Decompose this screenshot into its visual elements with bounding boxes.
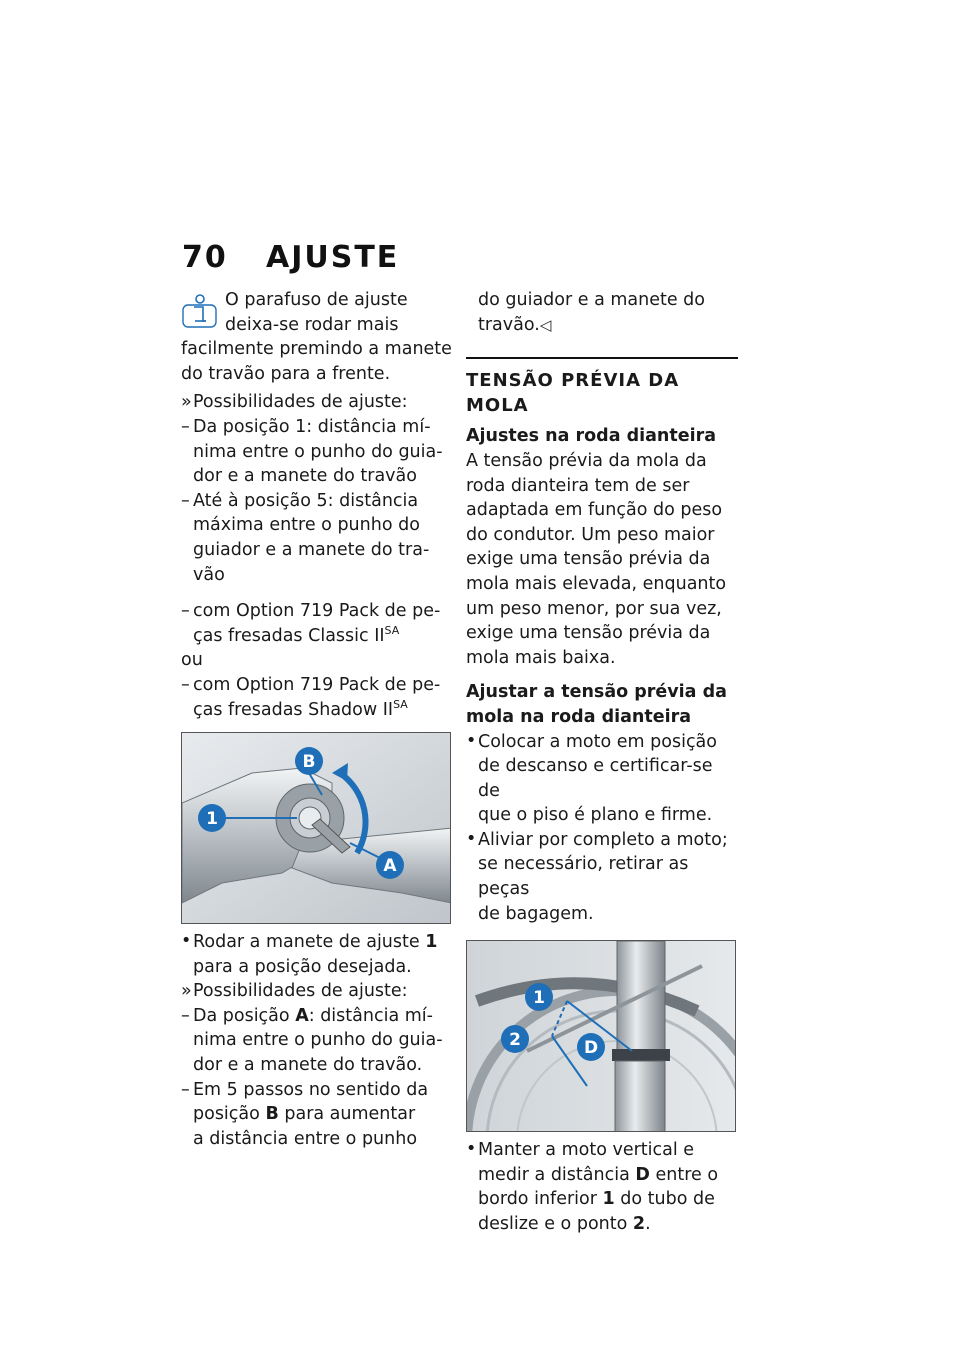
- left-column: [181, 288, 453, 1151]
- note-text-3: facilmente premindo a manete: [181, 339, 452, 360]
- step-item-cont: que o piso é plano e firme.: [478, 805, 713, 826]
- step-item: • Rodar a manete de ajuste 1: [181, 931, 438, 953]
- step-item-cont: de descanso e certificar-se de: [478, 756, 713, 801]
- section-title: TENSÃO PRÉVIA DA MOLA: [466, 357, 738, 418]
- option-item-cont: nima entre o punho do guia-: [193, 1030, 443, 1051]
- note-text-1: O parafuso de ajuste: [225, 290, 408, 310]
- option-item: – Da posição 1: distância mí-: [181, 416, 431, 437]
- sa-superscript: SA: [384, 623, 400, 637]
- option-item: – Até à posição 5: distância: [181, 490, 419, 511]
- note-text-2: deixa-se rodar mais: [225, 314, 399, 335]
- option-item-cont: dor e a manete do travão.: [193, 1055, 423, 1076]
- step-item: • Manter a moto vertical e: [466, 1139, 695, 1161]
- callout-2: 2: [509, 1030, 521, 1051]
- paragraph-line: roda dianteira tem de ser: [466, 475, 690, 496]
- option-item: – Da posição A: distância mí-: [181, 1005, 433, 1026]
- paragraph-line: exige uma tensão prévia da: [466, 623, 711, 644]
- brake-lever-figure: [181, 732, 451, 924]
- paragraph-line: exige uma tensão prévia da: [466, 549, 711, 570]
- paragraph-line: do condutor. Um peso maior: [466, 524, 715, 545]
- step-item-cont: para a posição desejada.: [193, 956, 412, 977]
- paragraph-line: adaptada em função do peso: [466, 500, 723, 521]
- option-item-cont: posição B para aumentar: [193, 1104, 416, 1125]
- callout-d: D: [583, 1038, 599, 1059]
- sa-superscript: SA: [393, 697, 408, 711]
- callout-1: 1: [533, 988, 545, 1009]
- option-item-cont: máxima entre o punho do: [193, 515, 420, 536]
- option-item-cont: dor e a manete do travão: [193, 466, 417, 487]
- option-item-cont: a distância entre o punho: [193, 1128, 418, 1149]
- condition-item: – com Option 719 Pack de pe-: [181, 674, 441, 695]
- paragraph-line: um peso menor, por sua vez,: [466, 598, 722, 619]
- note-text-4: do travão para a frente.: [181, 363, 391, 384]
- paragraph-line: mola mais elevada, enquanto: [466, 573, 727, 594]
- condition-item-cont: ças fresadas Shadow $II^{SA}$: [193, 697, 408, 720]
- subheading: Ajustes na roda dianteira: [466, 426, 717, 447]
- option-item-cont: nima entre o punho do guia-: [193, 441, 443, 462]
- page-header: [182, 240, 399, 275]
- front-fork-illustration: [467, 941, 736, 1132]
- condition-item-cont: ças fresadas Classic $II^{SA}$: [193, 623, 400, 646]
- step-item: • Colocar a moto em posição: [466, 730, 717, 752]
- brake-lever-illustration: [182, 733, 451, 924]
- step-item-cont: medir a distância D entre o: [478, 1164, 719, 1185]
- step-item-cont: se necessário, retirar as peças: [478, 854, 689, 900]
- note-block: [181, 288, 453, 386]
- condition-item: – com Option 719 Pack de pe-: [181, 601, 441, 622]
- option-item: – Em 5 passos no sentido da: [181, 1079, 429, 1100]
- page-number: 70: [182, 240, 228, 275]
- options-intro: » Possibilidades de ajuste:: [181, 981, 408, 1002]
- continued-text: travão.◁: [478, 314, 552, 335]
- callout-a: A: [383, 856, 397, 877]
- front-fork-figure: [466, 940, 736, 1132]
- callout-1: 1: [206, 809, 218, 830]
- info-icon: [181, 290, 219, 330]
- right-column: [466, 288, 738, 1237]
- subheading: mola na roda dianteira: [466, 706, 692, 727]
- option-item-cont: vão: [193, 564, 225, 585]
- callout-b: B: [302, 752, 316, 773]
- step-item-cont: bordo inferior 1 do tubo de: [478, 1189, 715, 1210]
- continued-text: do guiador e a manete do: [478, 290, 705, 310]
- step-item: • Aliviar por completo a moto;: [466, 828, 728, 850]
- paragraph-line: A tensão prévia da mola da: [466, 450, 707, 471]
- page-title: AJUSTE: [266, 240, 400, 275]
- options-intro: » Possibilidades de ajuste:: [181, 392, 408, 413]
- step-item-cont: de bagagem.: [478, 903, 594, 924]
- paragraph-line: mola mais baixa.: [466, 647, 616, 668]
- end-mark-icon: ◁: [539, 315, 552, 334]
- step-item-cont: deslize e o ponto 2.: [478, 1214, 651, 1235]
- paragraph: [466, 449, 738, 670]
- or-text: ou: [181, 650, 203, 671]
- subheading: Ajustar a tensão prévia da: [466, 682, 727, 703]
- option-item-cont: guiador e a manete do tra-: [193, 539, 430, 560]
